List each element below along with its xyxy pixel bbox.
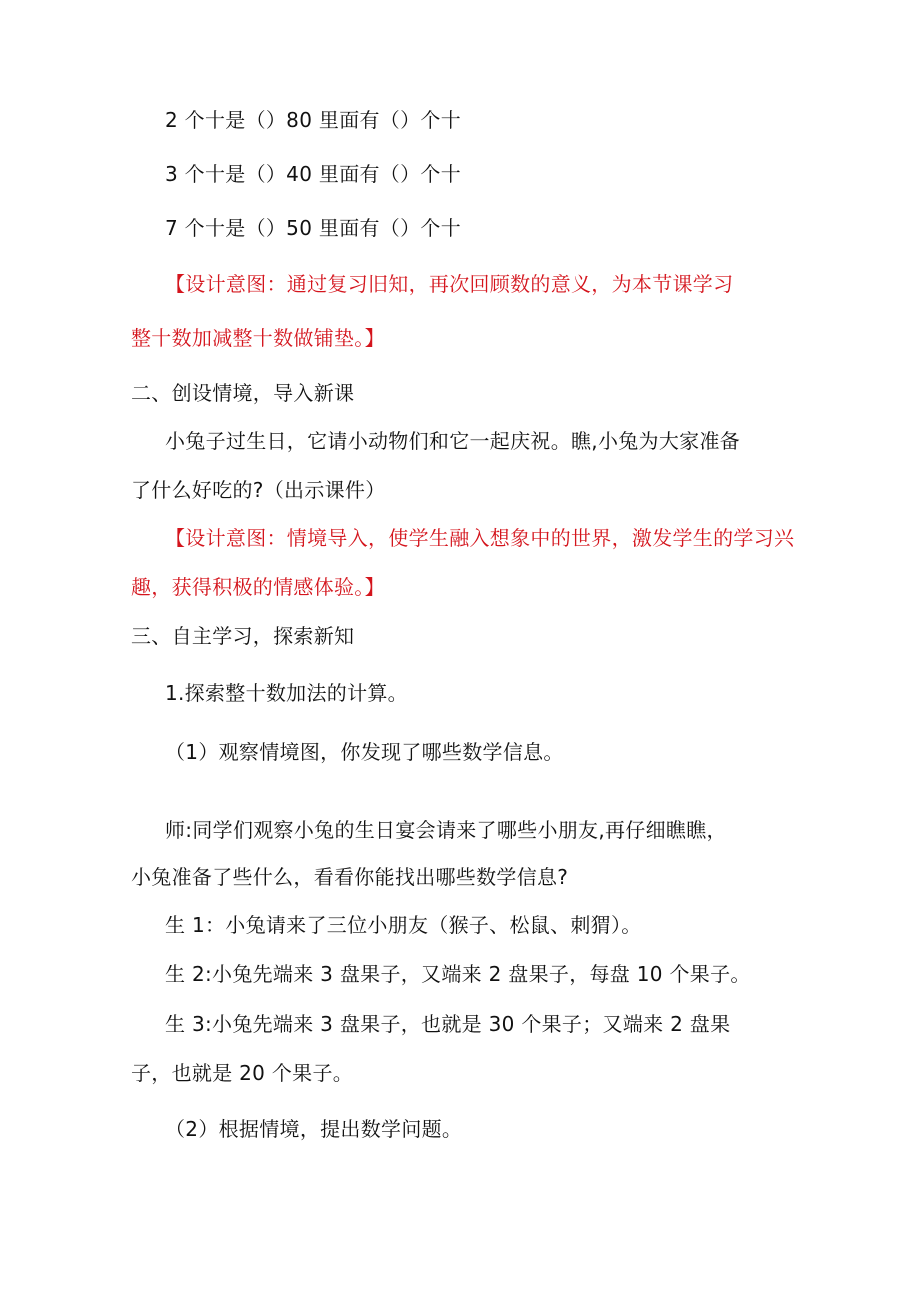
student-1-answer: 生 1：小兔请来了三位小朋友（猴子、松鼠、刺猬）。 — [165, 913, 642, 937]
design-intent-1-line-2: 整十数加减整十数做铺垫。】 — [131, 326, 385, 350]
intro-paragraph-line-2: 了什么好吃的?（出示课件） — [131, 478, 386, 502]
student-3-answer-line-2: 子，也就是 20 个果子。 — [131, 1061, 354, 1085]
student-2-answer: 生 2:小兔先端来 3 盘果子，又端来 2 盘果子，每盘 10 个果子。 — [165, 962, 751, 986]
teacher-paragraph-line-2: 小兔准备了些什么，看看你能找出哪些数学信息? — [131, 865, 569, 889]
section-heading-2: 二、创设情境，导入新课 — [131, 381, 355, 405]
student-3-answer-line-1: 生 3:小兔先端来 3 盘果子，也就是 30 个果子；又端来 2 盘果 — [165, 1012, 731, 1036]
review-line-3: 7 个十是（）50 里面有（）个十 — [165, 216, 461, 240]
step-2-heading: （2）根据情境，提出数学问题。 — [165, 1117, 463, 1141]
review-line-2: 3 个十是（）40 里面有（）个十 — [165, 162, 461, 186]
design-intent-2-line-1: 【设计意图：情境导入，使学生融入想象中的世界，激发学生的学习兴 — [165, 526, 795, 550]
subsection-heading-1: 1.探索整十数加法的计算。 — [165, 681, 408, 705]
teacher-paragraph-line-1: 师:同学们观察小兔的生日宴会请来了哪些小朋友,再仔细瞧瞧， — [165, 818, 727, 842]
section-heading-3: 三、自主学习，探索新知 — [131, 624, 355, 648]
intro-paragraph-line-1: 小兔子过生日，它请小动物们和它一起庆祝。瞧,小兔为大家准备 — [165, 429, 741, 453]
review-line-1: 2 个十是（）80 里面有（）个十 — [165, 108, 461, 132]
design-intent-1-line-1: 【设计意图：通过复习旧知，再次回顾数的意义，为本节课学习 — [165, 272, 734, 296]
design-intent-2-line-2: 趣，获得积极的情感体验。】 — [131, 575, 385, 599]
step-1-heading: （1）观察情境图，你发现了哪些数学信息。 — [165, 740, 564, 764]
